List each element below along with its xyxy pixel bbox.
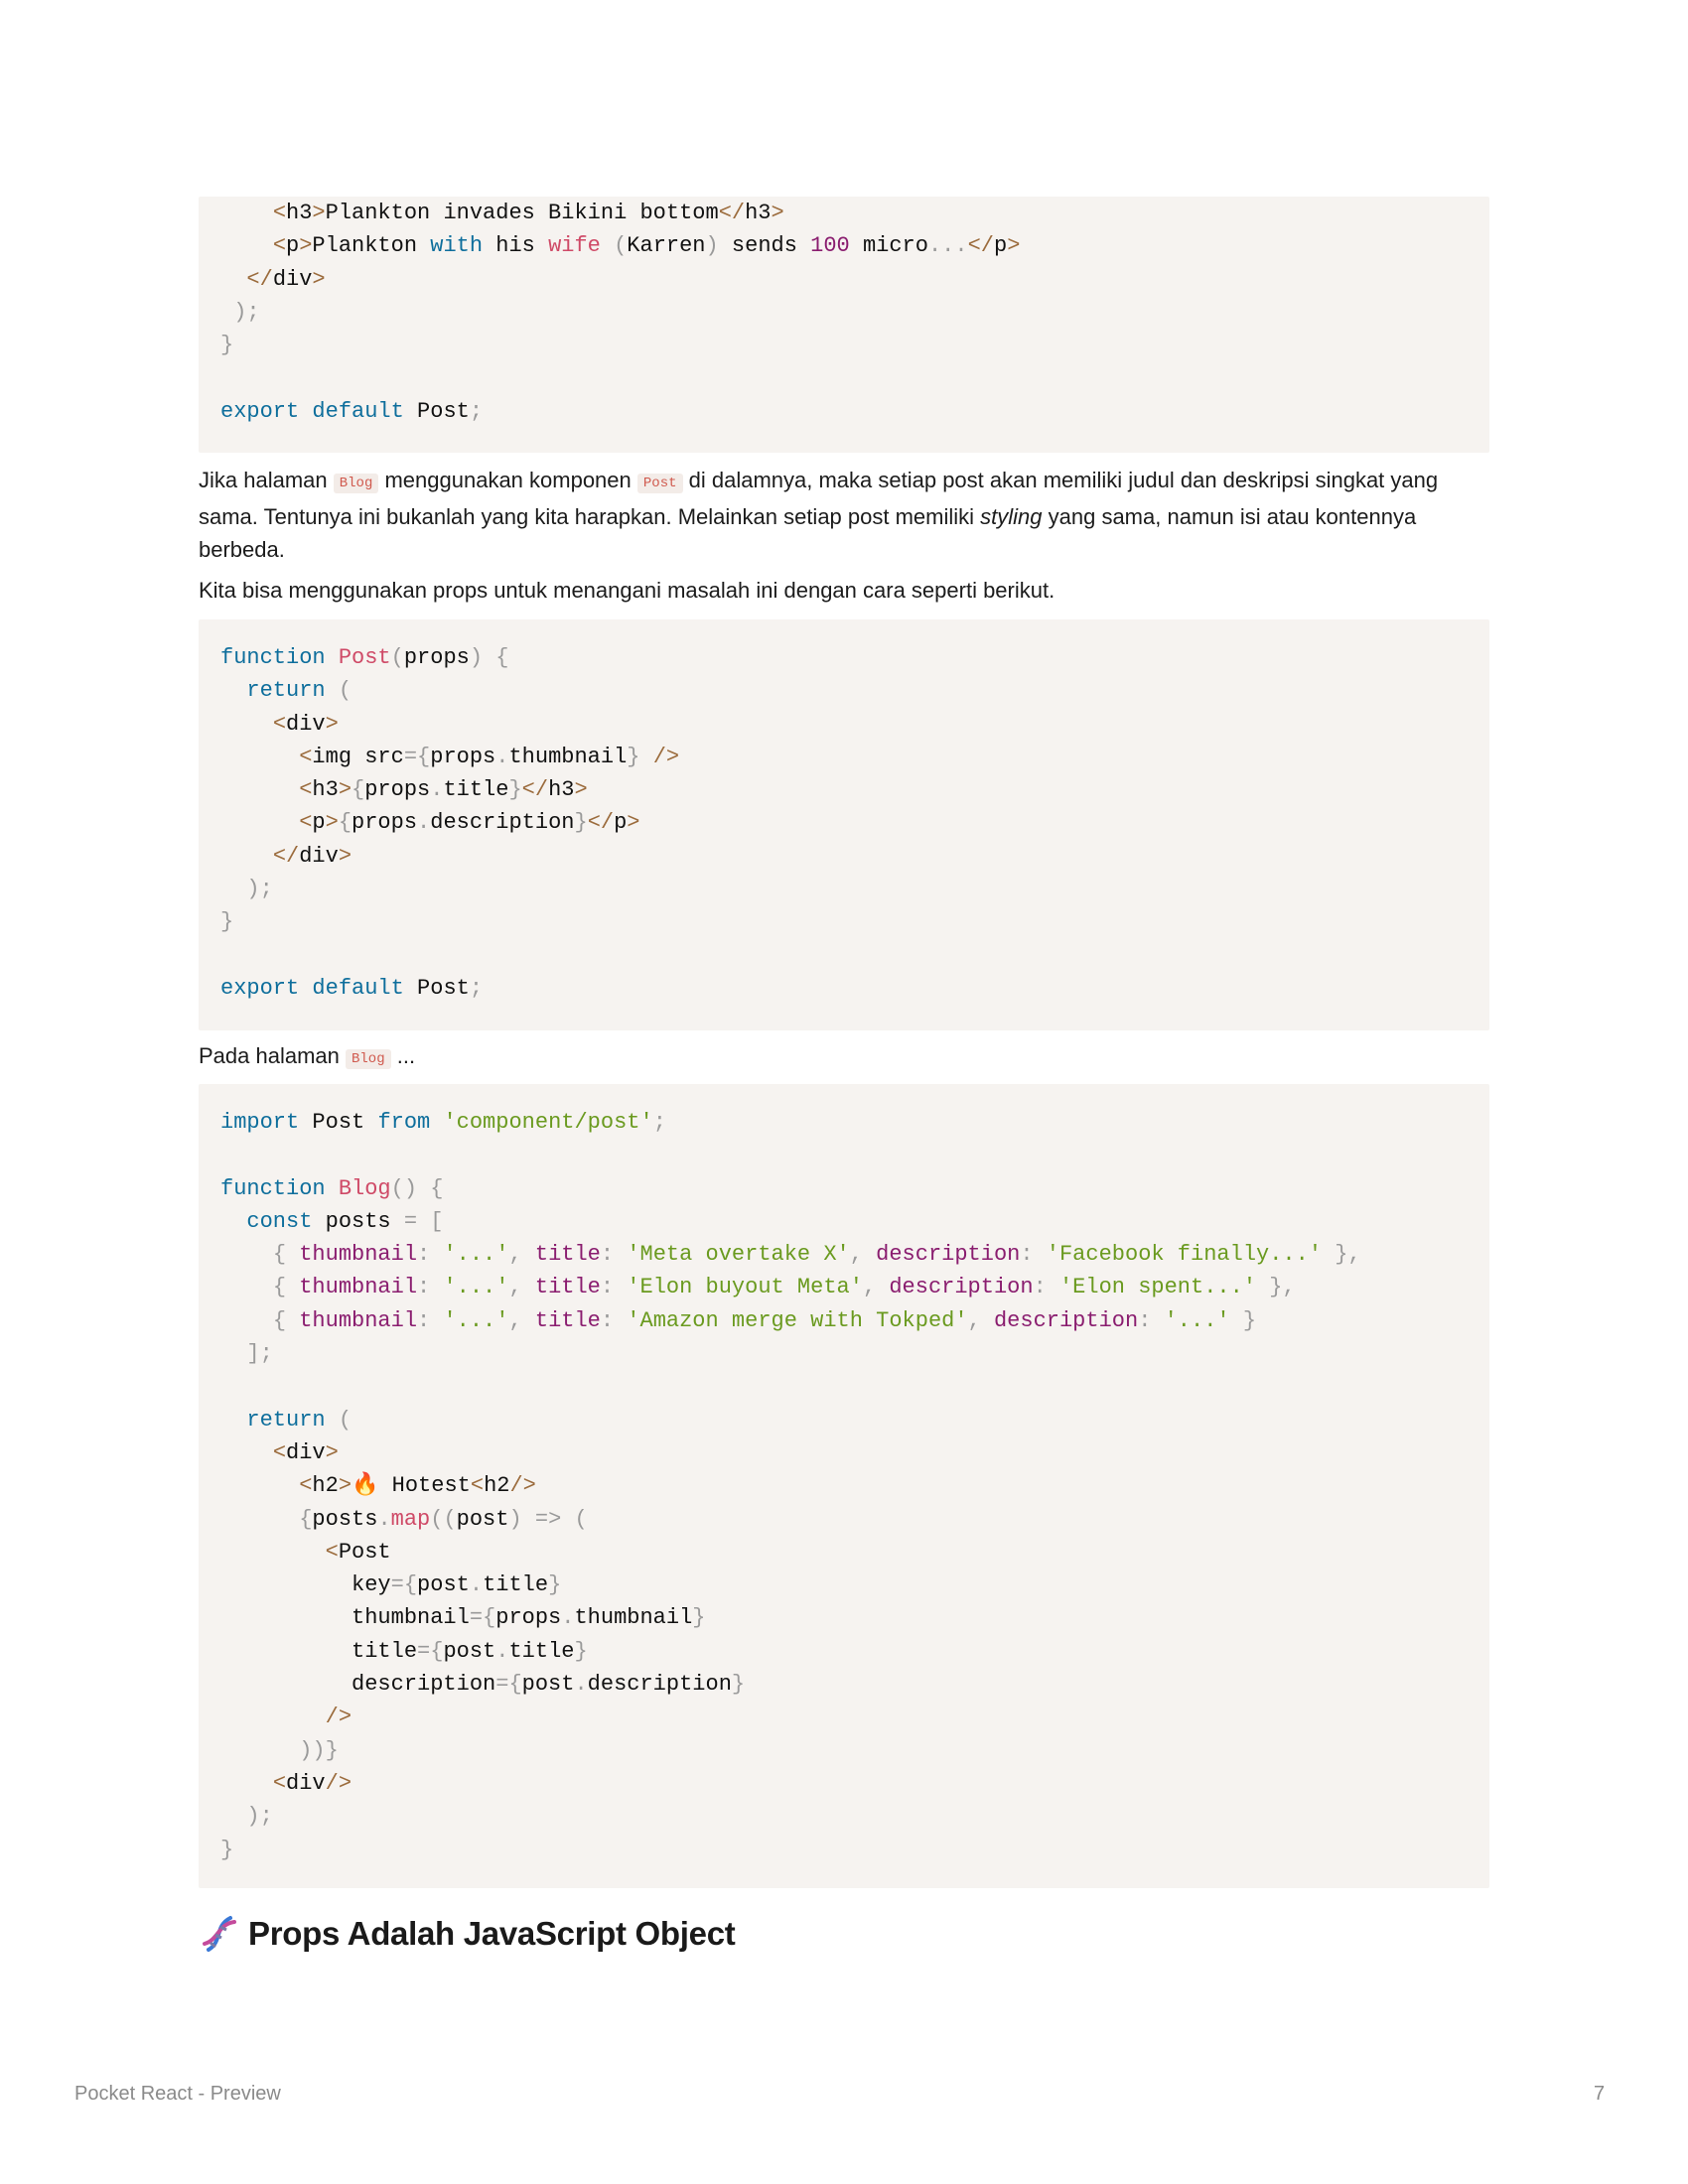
code-line: {posts.map((post) => ( xyxy=(299,1506,588,1532)
code-line xyxy=(220,361,1468,394)
code-line xyxy=(220,1139,1468,1171)
paragraph-props-solution: Kita bisa menggunakan props untuk menangani masalah ini dengan cara seperti berikut. xyxy=(199,578,1055,603)
paragraph-blog-post-explanation xyxy=(199,464,1489,566)
code-line: ); xyxy=(246,877,273,902)
text: yang sama, namun isi atau kontennya berbeda. xyxy=(199,504,1417,562)
code-line: key={post.title} xyxy=(220,1572,562,1598)
code-line: { thumbnail: '...', title: 'Meta overtake X', description: 'Facebook finally...' }, xyxy=(272,1242,1361,1268)
footer-page-number: 7 xyxy=(1594,2083,1606,2105)
code-line: <Post xyxy=(325,1539,391,1565)
code-line: import Post from 'component/post'; xyxy=(220,1110,666,1135)
inline-code-blog: Blog xyxy=(346,1049,391,1069)
code-line: export default Post; xyxy=(220,398,484,424)
code-line: <h3>{props.title}</h3> xyxy=(299,777,588,803)
code-line: <p>Plankton with his wife (Karren) sends 100 micro...</p> xyxy=(272,233,1021,259)
code-line: title={post.title} xyxy=(220,1638,588,1664)
emphasis-styling: styling xyxy=(980,504,1043,529)
code-line xyxy=(220,1370,1468,1403)
code-line: ); xyxy=(233,299,260,325)
heading-text: Props Adalah JavaScript Object xyxy=(248,1915,736,1952)
code-line: <div> xyxy=(272,711,339,737)
inline-code-blog: Blog xyxy=(334,474,379,493)
inline-code-post: Post xyxy=(637,474,683,493)
code-line: } xyxy=(220,333,234,358)
code-line: /> xyxy=(325,1705,352,1730)
code-line: { thumbnail: '...', title: 'Elon buyout Meta', description: 'Elon spent...' }, xyxy=(272,1275,1296,1300)
code-line: <p>{props.description}</p> xyxy=(299,810,640,836)
code-block-blog-component xyxy=(199,1084,1489,1888)
text: di dalamnya, maka setiap post akan memiliki judul dan deskripsi singkat yang sama. Tentunya ini bukanlah yang kita harapkan. Melainkan setiap post memiliki xyxy=(199,468,1439,529)
code-line: ))} xyxy=(299,1737,339,1763)
code-line: } xyxy=(220,1837,234,1862)
code-line: </div> xyxy=(272,843,352,869)
code-line: ); xyxy=(246,1804,273,1830)
footer-title: Pocket React - Preview xyxy=(74,2083,281,2105)
code-block-post-with-props xyxy=(199,619,1489,1030)
code-line: <h2>� Hotest<h2/> xyxy=(299,1473,536,1499)
code-line: function Post(props) { xyxy=(220,645,509,670)
code-block-post-component xyxy=(199,197,1489,453)
code-line: <div/> xyxy=(272,1770,352,1796)
code-line: function Blog() { xyxy=(220,1175,444,1201)
code-line: } xyxy=(220,909,234,935)
text: Pada halaman xyxy=(199,1043,346,1068)
code-line: ]; xyxy=(246,1341,273,1367)
code-line: const posts = [ xyxy=(246,1208,444,1234)
paragraph-on-blog-page xyxy=(199,1039,1489,1076)
text: Jika halaman xyxy=(199,468,334,492)
code-line: description={post.description} xyxy=(220,1672,746,1698)
dna-icon xyxy=(199,1914,238,1954)
code-line: </div> xyxy=(246,266,326,292)
code-line: thumbnail={props.thumbnail} xyxy=(220,1605,706,1631)
code-line: return ( xyxy=(246,678,352,704)
text: menggunakan komponen xyxy=(378,468,637,492)
code-line: export default Post; xyxy=(220,975,484,1001)
code-line: <div> xyxy=(272,1439,339,1465)
code-line: <h3>Plankton invades Bikini bottom</h3> xyxy=(272,201,784,225)
code-line xyxy=(220,939,1468,972)
text: ... xyxy=(390,1043,416,1068)
code-line: return ( xyxy=(246,1407,352,1433)
code-line: <img src={props.thumbnail} /> xyxy=(299,744,680,769)
section-heading xyxy=(199,1914,735,1954)
code-line: { thumbnail: '...', title: 'Amazon merge with Tokped', description: '...' } xyxy=(272,1307,1257,1333)
